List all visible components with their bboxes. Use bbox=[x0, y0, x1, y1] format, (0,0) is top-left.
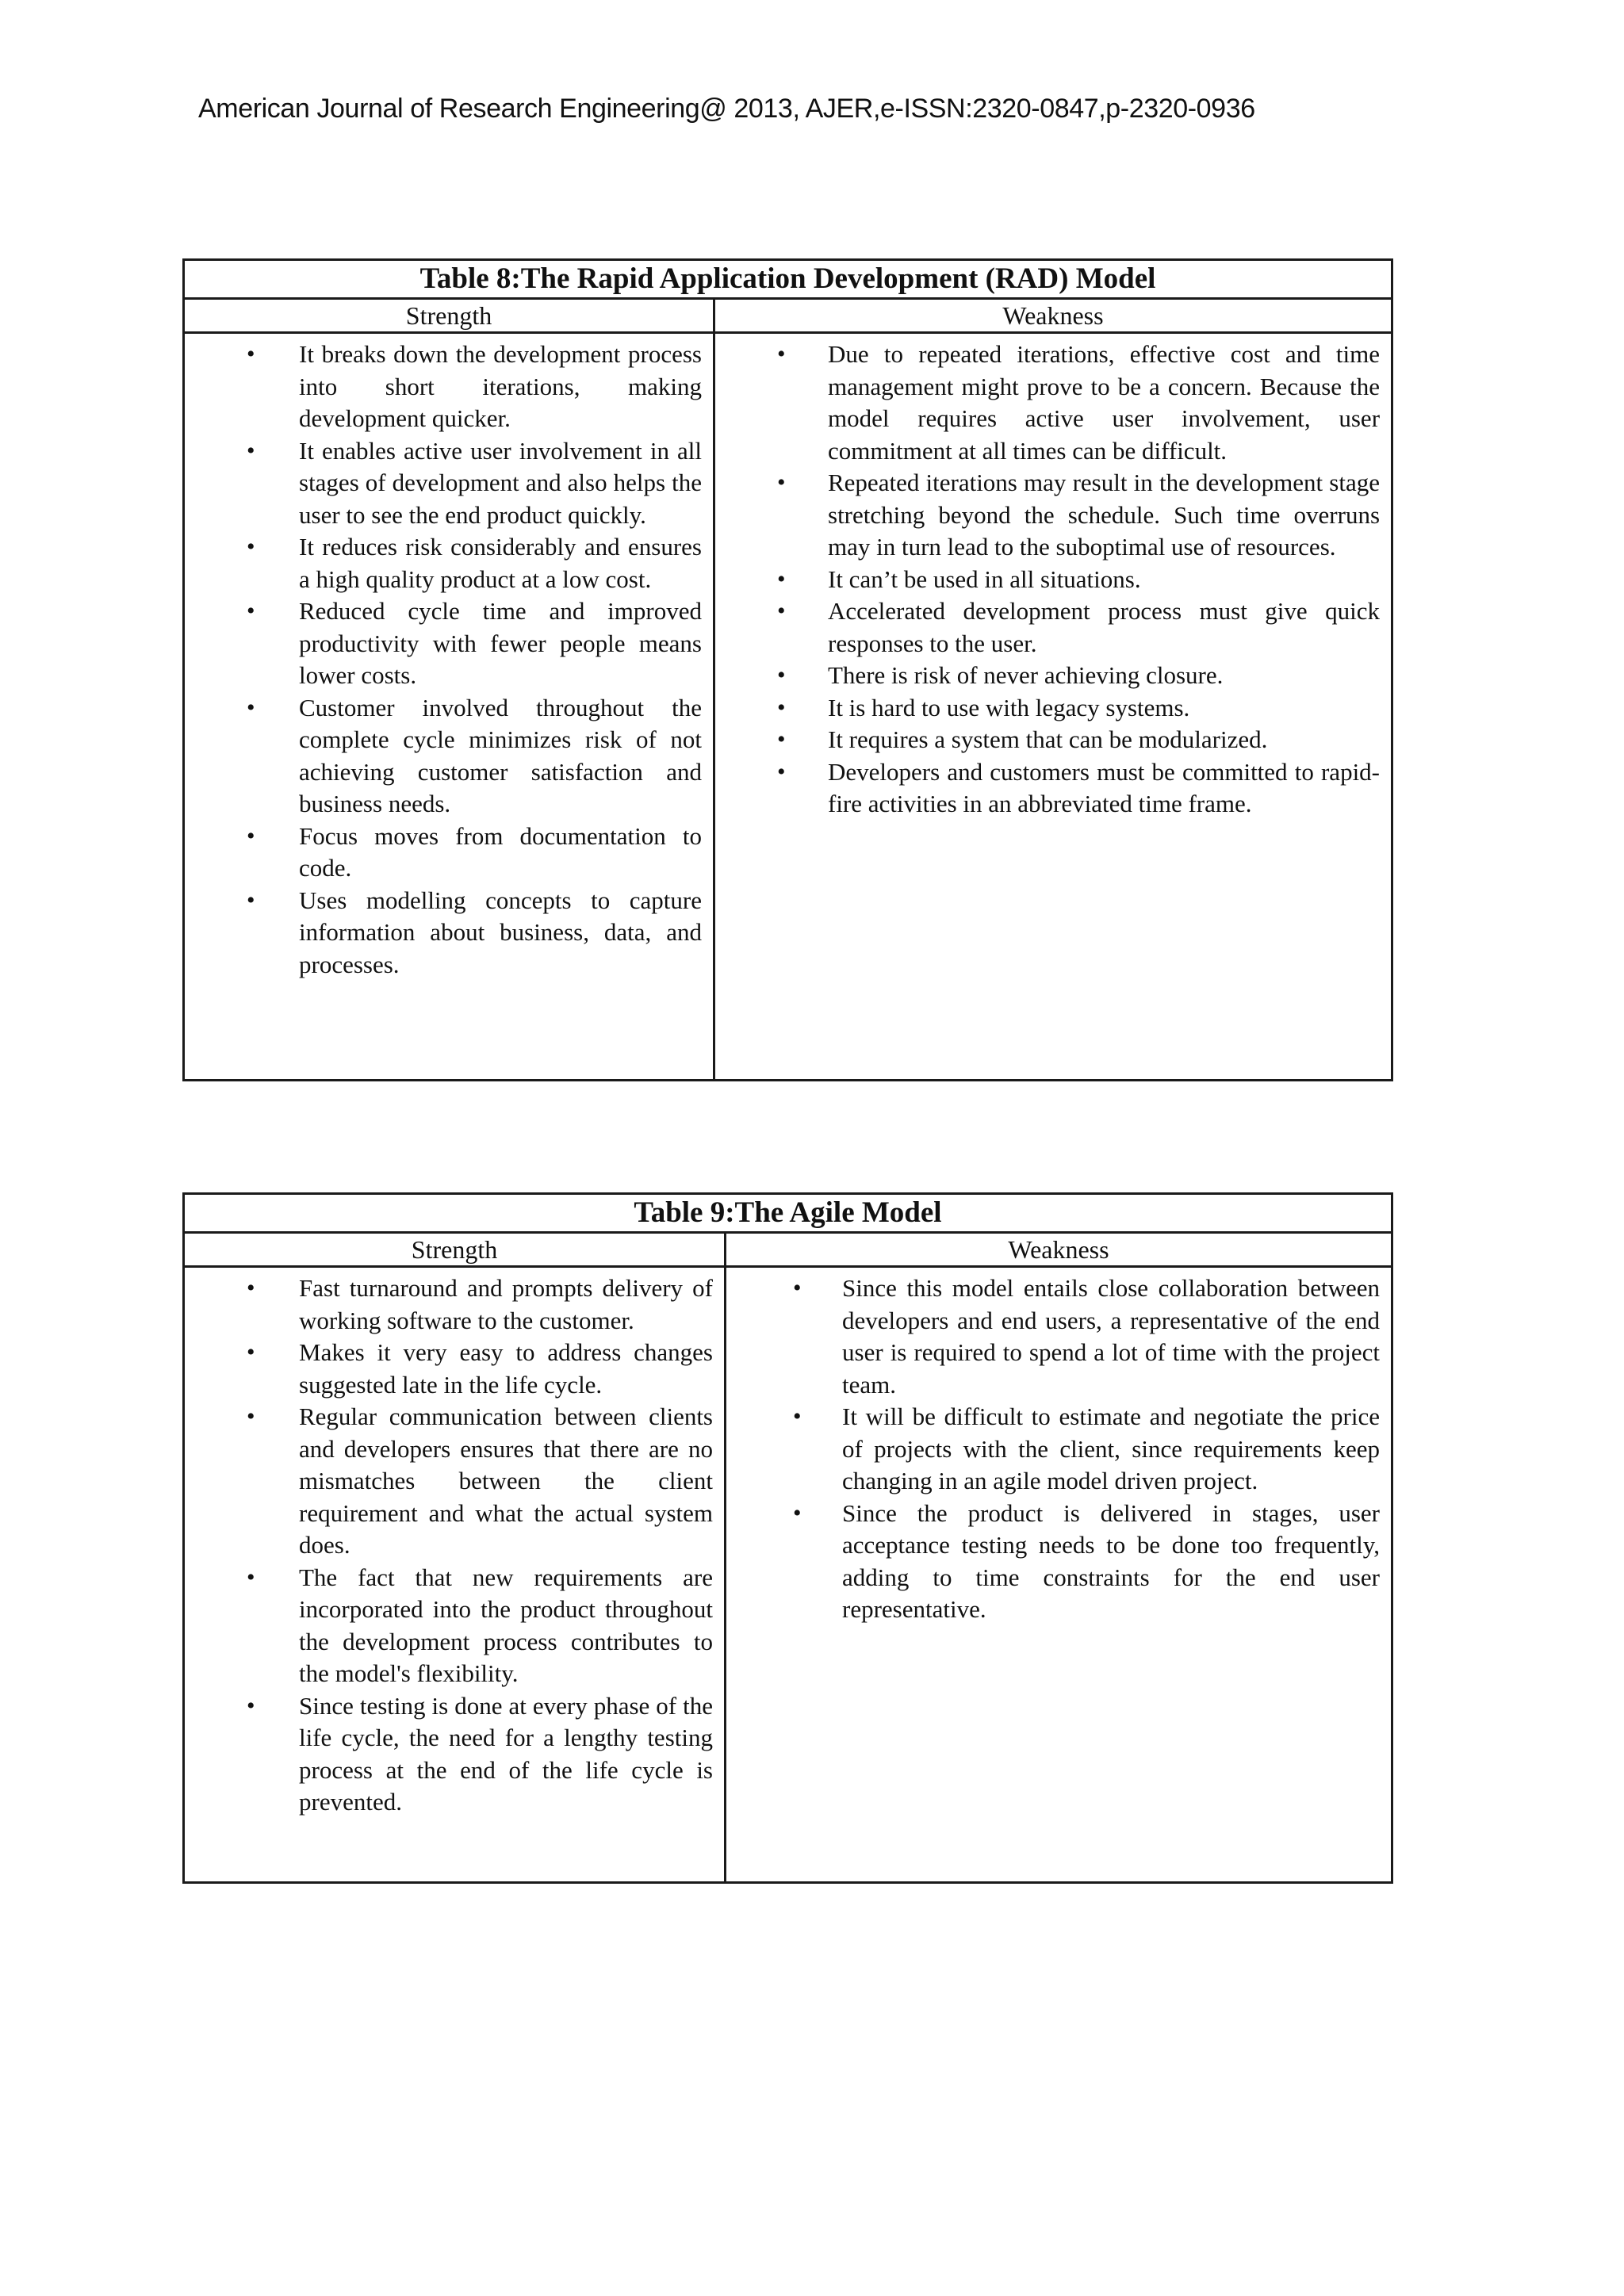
list-item bbox=[726, 660, 1380, 692]
bullet-icon: • bbox=[247, 1275, 255, 1301]
agile-model-table bbox=[182, 1192, 1393, 1884]
bullet-icon: • bbox=[247, 341, 255, 367]
column-header-strength: Strength bbox=[184, 1233, 726, 1267]
list-item-text: Developers and customers must be committed to rapid-fire activities in an abbreviated time frame. bbox=[828, 757, 1381, 817]
list-item-text: It reduces risk considerably and ensures a high quality product at a low cost. bbox=[299, 533, 702, 593]
bullet-icon: • bbox=[777, 694, 786, 721]
weakness-cell bbox=[726, 1267, 1392, 1883]
list-item bbox=[737, 1272, 1380, 1401]
list-item-text: Fast turnaround and prompts delivery of working software to the customer. bbox=[299, 1274, 713, 1334]
list-item-text: Makes it very easy to address changes suggested late in the life cycle. bbox=[299, 1338, 713, 1399]
list-item bbox=[726, 724, 1380, 756]
list-item-text: Uses modelling concepts to capture information about business, data, and processes. bbox=[299, 886, 702, 978]
strength-list bbox=[196, 1272, 713, 1819]
list-item-text: Repeated iterations may result in the development stage stretching beyond the schedule. Such time overruns may in turn lead to the suboptimal use of resources. bbox=[828, 469, 1381, 561]
list-item bbox=[737, 1498, 1380, 1626]
bullet-icon: • bbox=[247, 1403, 255, 1429]
list-item-text: Since the product is delivered in stages, user acceptance testing needs to be done too frequently, adding to time constraints for the end user representative. bbox=[842, 1498, 1380, 1623]
list-item bbox=[196, 821, 702, 885]
strength-cell bbox=[184, 1267, 726, 1883]
column-header-strength: Strength bbox=[184, 299, 714, 333]
bullet-icon: • bbox=[793, 1499, 802, 1526]
list-item-text: Focus moves from documentation to code. bbox=[299, 821, 702, 882]
list-item bbox=[726, 756, 1380, 821]
weakness-list bbox=[737, 1272, 1380, 1626]
list-item-text: There is risk of never achieving closure. bbox=[828, 661, 1224, 689]
list-item bbox=[196, 692, 702, 821]
bullet-icon: • bbox=[247, 886, 255, 913]
table-caption: Table 9:The Agile Model bbox=[184, 1194, 1392, 1233]
list-item-text: It enables active user involvement in all stages of development and also helps the user to see the end product quickly. bbox=[299, 436, 702, 529]
bullet-icon: • bbox=[777, 469, 786, 496]
list-item bbox=[196, 339, 702, 435]
bullet-icon: • bbox=[247, 598, 255, 624]
bullet-icon: • bbox=[777, 758, 786, 785]
list-item bbox=[726, 692, 1380, 725]
list-item bbox=[196, 1690, 713, 1819]
list-item bbox=[196, 885, 702, 982]
table-caption: Table 8:The Rapid Application Development (RAD) Model bbox=[184, 260, 1392, 299]
list-item-text: It can’t be used in all situations. bbox=[828, 564, 1141, 593]
list-item-text: Since testing is done at every phase of the life cycle, the need for a lengthy testing process at the end of the life cycle is prevented. bbox=[299, 1691, 713, 1816]
rad-model-table bbox=[182, 258, 1393, 1081]
list-item bbox=[726, 595, 1380, 660]
list-item-text: It will be difficult to estimate and negotiate the price of projects with the client, since requirements keep changing in an agile model driven project. bbox=[842, 1402, 1380, 1494]
bullet-icon: • bbox=[793, 1403, 802, 1429]
list-item-text: It breaks down the development process into short iterations, making development quicker. bbox=[299, 340, 702, 432]
bullet-icon: • bbox=[247, 1563, 255, 1590]
bullet-icon: • bbox=[247, 1692, 255, 1719]
list-item bbox=[196, 435, 702, 532]
list-item bbox=[726, 564, 1380, 596]
bullet-icon: • bbox=[777, 598, 786, 624]
list-item bbox=[196, 531, 702, 595]
weakness-list bbox=[726, 339, 1380, 821]
bullet-icon: • bbox=[247, 534, 255, 560]
list-item bbox=[196, 1401, 713, 1562]
running-header: American Journal of Research Engineering@ 2013, AJER,e-ISSN:2320-0847,p-2320-0936 bbox=[198, 94, 1255, 124]
list-item bbox=[726, 339, 1380, 467]
bullet-icon: • bbox=[777, 341, 786, 367]
list-item-text: Due to repeated iterations, effective cost and time management might prove to be a concern. Because the model requires active user involvement, user commitment at all times can be difficult. bbox=[828, 340, 1381, 465]
list-item bbox=[196, 1337, 713, 1401]
bullet-icon: • bbox=[247, 1339, 255, 1365]
list-item-text: Regular communication between clients and developers ensures that there are no mismatches between the client requirement and what the actual system does. bbox=[299, 1402, 713, 1559]
bullet-icon: • bbox=[793, 1275, 802, 1301]
bullet-icon: • bbox=[777, 726, 786, 752]
list-item-text: Accelerated development process must give quick responses to the user. bbox=[828, 597, 1381, 657]
list-item-text: The fact that new requirements are incorporated into the product throughout the development process contributes to the model's flexibility. bbox=[299, 1563, 713, 1687]
list-item-text: Since this model entails close collaboration between developers and end users, a representative of the end user is required to spend a lot of time with the project team. bbox=[842, 1274, 1380, 1399]
column-header-weakness: Weakness bbox=[714, 299, 1392, 333]
bullet-icon: • bbox=[247, 694, 255, 721]
bullet-icon: • bbox=[247, 437, 255, 464]
list-item bbox=[196, 595, 702, 692]
list-item-text: It requires a system that can be modularized. bbox=[828, 725, 1268, 753]
weakness-cell bbox=[714, 333, 1392, 1081]
column-header-weakness: Weakness bbox=[726, 1233, 1392, 1267]
list-item bbox=[196, 1562, 713, 1690]
strength-cell bbox=[184, 333, 714, 1081]
strength-list bbox=[196, 339, 702, 981]
list-item bbox=[737, 1401, 1380, 1498]
list-item bbox=[196, 1272, 713, 1337]
bullet-icon: • bbox=[777, 662, 786, 688]
bullet-icon: • bbox=[777, 565, 786, 592]
list-item-text: Reduced cycle time and improved productivity with fewer people means lower costs. bbox=[299, 597, 702, 689]
list-item-text: Customer involved throughout the complete cycle minimizes risk of not achieving customer satisfaction and business needs. bbox=[299, 693, 702, 817]
list-item-text: It is hard to use with legacy systems. bbox=[828, 693, 1190, 721]
bullet-icon: • bbox=[247, 822, 255, 849]
list-item bbox=[726, 467, 1380, 564]
